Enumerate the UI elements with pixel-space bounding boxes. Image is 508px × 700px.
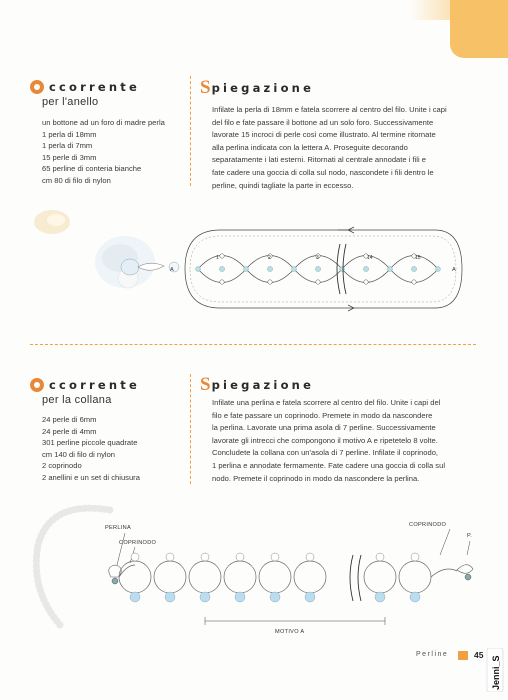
bead-cross [292,267,297,272]
instruction-line: fate cadere una goccia di colla sul nodo, nascondete i fili dentro le [212,167,434,177]
diagram-label-2: 2 [268,255,271,261]
necklace-loop [364,561,396,593]
heading-o-ring [30,80,44,94]
necklace-chain [119,553,457,602]
instruction-line: Concludete la collana con un'asola di 7 perline. Infilate il coprinodo, [212,448,439,458]
bead-cross [388,267,393,272]
bead-center [411,266,416,271]
bead-bottom [412,280,416,284]
instructions-heading-necklace [200,375,314,394]
divider-vertical [190,76,191,186]
bead-top [166,553,174,561]
footer-section-label: Perline [416,651,449,658]
heading-text: ccorrente [49,80,140,94]
break-mark [350,555,353,601]
corner-decoration [450,0,508,58]
bead-bottom [375,592,385,602]
bead-center [267,266,272,271]
materials-heading-necklace [30,378,140,392]
page-number: 45 [474,650,484,660]
break-mark [358,555,361,601]
label-motivo-a: MOTIVO A [275,629,305,635]
end-loop [431,569,457,577]
bead-bottom [268,280,272,284]
instruction-line: la perlina. Lavorate una prima asola di 7 perline. Successivamente [212,423,436,433]
bead-bottom [316,280,320,284]
instruction-line: Infilate la perla di 18mm e fatela scorrere al centro del filo. Unite i capi [212,105,447,114]
label-perlina: PERLINA [105,525,132,531]
bead-top [306,553,314,561]
instruction-line: lavorate gli intrecci che compongono il motivo A e ripetetelo 8 volte. [212,435,438,445]
footer-marker [458,651,468,660]
materials-subheading-ring: per l'anello [42,96,99,108]
bead-bottom [305,592,315,602]
material-item: cm 80 di filo di nylon [42,175,111,185]
heading-s-ring: S [200,77,211,98]
heading-text: piegazione [211,377,315,392]
material-item: 1 perla di 18mm [42,129,97,139]
bead-bottom [364,280,368,284]
necklace-loop [259,561,291,593]
material-item: cm 140 di filo di nylon [42,449,116,459]
instruction-line: 1 perlina e annodate fermamente. Fate cadere una goccia di colla sul [212,460,446,470]
label-p: P. [467,533,473,539]
bead-cross [436,267,441,272]
material-item: 301 perline piccole quadrate [42,438,138,448]
material-item: 15 perle di 3mm [42,152,97,162]
necklace-loop [154,561,186,593]
necklace-diagram [95,515,485,640]
instruction-line: lavorate 15 incroci di perle così come illustrato. Al termine ritornate [212,130,436,140]
bead-cross [244,267,249,272]
bead-bottom [130,592,140,602]
necklace-loop [189,561,221,593]
instruction-line: del filo e fate passare il bottone ad un solo foro. Successivamente [212,117,434,127]
bead-center [219,266,224,271]
bead-top [411,553,419,561]
bead-top [131,553,139,561]
necklace-loop [399,561,431,593]
instructions-text-ring [212,104,482,192]
ring-diagram [90,222,480,317]
bead-cross [340,267,345,272]
divider-vertical [190,374,191,484]
diagram-label-14: 14 [367,255,373,261]
diagram-point-a-left: A [170,267,175,273]
label-coprinodo-right: COPRINODO [409,522,447,528]
diamond-chain [196,244,441,294]
material-item: 24 perle di 6mm [42,415,97,424]
materials-list-ring [42,117,165,187]
bead-top [220,254,224,258]
necklace-loop [224,561,256,593]
bead-top [376,553,384,561]
instruction-line: nodo. Premete il coprinodo in modo da nascondere la perlina. [212,473,420,483]
bead-center [363,266,368,271]
bead-cross [196,267,201,272]
instructions-heading-ring [200,78,314,97]
material-item: 1 perla di 7mm [42,141,93,151]
bead-bottom [270,592,280,602]
bead-bottom [235,592,245,602]
materials-subheading-necklace: per la collana [42,394,112,406]
heading-o-necklace [30,378,44,392]
heading-text: ccorrente [49,378,140,392]
materials-heading-ring [30,80,140,94]
diagram-point-a-right: A [452,267,457,273]
diagram-label-15: 15 [415,255,421,261]
bead-top [201,553,209,561]
label-coprinodo-left: COPRINODO [119,540,157,546]
divider-horizontal [30,344,476,345]
instruction-line: Infilate una perlina e fatela scorrere al centro del filo. Unite i capi del [212,398,441,407]
bead-bottom [200,592,210,602]
necklace-loop [294,561,326,593]
heading-text: piegazione [211,80,315,95]
corner-decoration-fade [410,0,450,20]
instructions-text-necklace [212,397,487,485]
instruction-line: perline, quindi tagliate la parte in eccesso. [212,180,354,190]
diagram-label-1: 1 [216,255,219,261]
watermark-logo [486,648,504,692]
bead-top [271,553,279,561]
watermark-text: Jenni_S [491,655,501,690]
materials-list-necklace [42,414,140,484]
heading-s-necklace: S [200,374,211,395]
diagram-label-3: 3 [316,255,319,261]
material-item: 65 perline di conteria bianche [42,164,142,174]
instruction-line: alla perlina indicata con la lettera A. Proseguite decorando [212,142,408,152]
bead-bottom [220,280,224,284]
bead-bottom [410,592,420,602]
instruction-line: separatamente i lati esterni. Ritornati al centrale annodate i fili e [212,155,427,165]
necklace-loop [119,561,151,593]
material-item: 2 anellini e un set di chiusura [42,472,140,482]
instruction-line: filo e fate passare un coprinodo. Premete in modo da nascondere [212,410,433,420]
bead-center [315,266,320,271]
material-item: un bottone ad un foro di madre perla [42,118,165,127]
material-item: 24 perle di 4mm [42,426,97,436]
bead-bottom [165,592,175,602]
bead-top [236,553,244,561]
material-item: 2 coprinodo [42,461,82,471]
